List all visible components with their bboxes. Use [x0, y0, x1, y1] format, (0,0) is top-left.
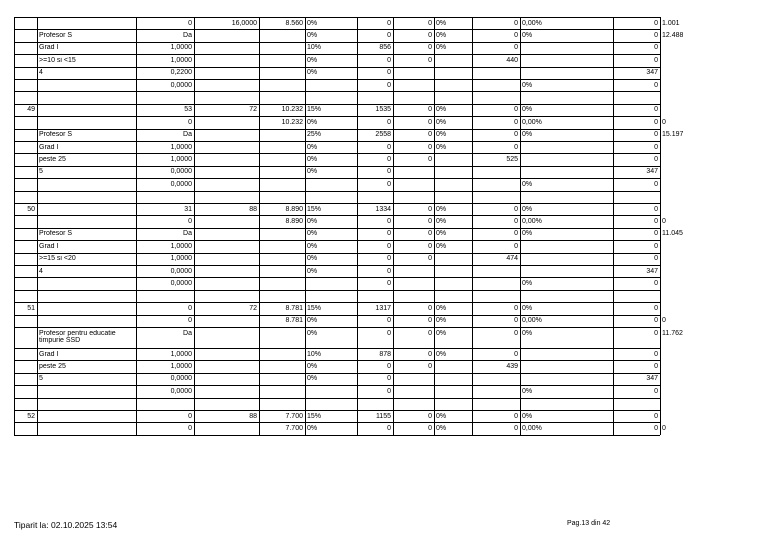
- row-divider: [14, 385, 660, 386]
- table-cell: 0%: [307, 69, 318, 77]
- table-cell: 0: [654, 255, 658, 263]
- table-cell: 0,00%: [522, 317, 542, 325]
- table-cell: Da: [183, 31, 192, 39]
- table-cell: 0: [428, 118, 432, 126]
- table-cell: 88: [249, 412, 257, 420]
- row-divider: [14, 315, 660, 316]
- table-cell: 878: [379, 350, 391, 358]
- table-cell: 25%: [307, 131, 322, 139]
- table-cell: 0: [387, 19, 391, 27]
- table-cell: 0: [387, 267, 391, 275]
- table-cell: 0: [662, 317, 666, 325]
- table-cell: 0: [387, 118, 391, 126]
- column-divider: [520, 17, 521, 435]
- table-cell: 0: [654, 242, 658, 250]
- row-divider: [14, 178, 660, 179]
- table-cell: 0: [387, 155, 391, 163]
- table-cell: 0%: [436, 412, 447, 420]
- table-cell: 0: [654, 217, 658, 225]
- table-cell: 856: [379, 44, 391, 52]
- table-cell: 0: [514, 106, 518, 114]
- table-cell: 0: [387, 375, 391, 383]
- table-cell: 0: [654, 279, 658, 287]
- table-cell: 51: [27, 304, 35, 312]
- table-cell: 439: [506, 362, 518, 370]
- row-divider: [14, 327, 660, 328]
- table-cell: Da: [183, 230, 192, 238]
- table-cell: 0%: [522, 205, 533, 213]
- table-cell: 16,0000: [231, 19, 257, 27]
- table-cell: 0: [662, 424, 666, 432]
- table-cell: 0%: [522, 131, 533, 139]
- table-cell: 1317: [375, 304, 391, 312]
- table-cell: 1,0000: [170, 44, 192, 52]
- table-cell: 0: [514, 19, 518, 27]
- table-cell: 347: [646, 168, 658, 176]
- table-cell: 0: [387, 69, 391, 77]
- table-cell: 88: [249, 205, 257, 213]
- table-cell: Da: [183, 329, 192, 337]
- table-cell: 1535: [375, 106, 391, 114]
- row-divider: [14, 29, 660, 30]
- table-cell: 0%: [436, 217, 447, 225]
- table-cell: 0%: [307, 168, 318, 176]
- table-cell: Profesor S: [39, 230, 73, 238]
- table-cell: 0,00%: [522, 118, 542, 126]
- table-cell: 0: [188, 412, 192, 420]
- row-divider: [14, 67, 660, 68]
- table-cell: 0%: [522, 230, 533, 238]
- table-cell: 0: [654, 387, 658, 395]
- table-cell: 0: [428, 350, 432, 358]
- table-cell: 0: [654, 230, 658, 238]
- row-divider: [14, 290, 660, 291]
- table-cell: 0%: [522, 329, 533, 337]
- row-divider: [14, 42, 660, 43]
- table-cell: >=15 si <20: [39, 255, 76, 263]
- table-cell: 0: [188, 118, 192, 126]
- table-cell: 7.700: [285, 424, 303, 432]
- table-cell: 0%: [522, 279, 533, 287]
- row-divider: [14, 79, 660, 80]
- table-cell: 0%: [307, 155, 318, 163]
- table-cell: 4: [39, 267, 43, 275]
- table-cell: 0%: [307, 255, 318, 263]
- table-cell: peste 25: [39, 155, 66, 163]
- row-divider: [14, 91, 660, 92]
- table-cell: 0%: [307, 31, 318, 39]
- table-cell: 525: [506, 155, 518, 163]
- column-divider: [37, 17, 38, 435]
- row-divider: [14, 435, 660, 436]
- table-cell: 0%: [436, 230, 447, 238]
- table-cell: 0: [662, 217, 666, 225]
- row-divider: [14, 129, 660, 130]
- table-cell: 0: [654, 106, 658, 114]
- table-cell: 1334: [375, 205, 391, 213]
- table-cell: Grad I: [39, 44, 59, 52]
- row-divider: [14, 240, 660, 241]
- column-divider: [613, 17, 614, 435]
- table-cell: 0: [514, 329, 518, 337]
- table-cell: 347: [646, 69, 658, 77]
- table-cell: 0: [428, 362, 432, 370]
- table-cell: 347: [646, 375, 658, 383]
- column-divider: [194, 17, 195, 435]
- table-cell: 0: [387, 242, 391, 250]
- table-cell: 0: [428, 242, 432, 250]
- table-cell: 0%: [436, 424, 447, 432]
- column-divider: [660, 17, 661, 435]
- table-cell: 0: [387, 424, 391, 432]
- table-cell: 0%: [436, 131, 447, 139]
- table-cell: 0,00%: [522, 19, 542, 27]
- table-cell: peste 25: [39, 362, 66, 370]
- table-cell: 11.045: [662, 230, 683, 238]
- table-cell: 0: [654, 118, 658, 126]
- table-cell: 0%: [436, 31, 447, 39]
- page-number: Pag.13 din 42: [567, 520, 611, 527]
- table-cell: 0: [428, 106, 432, 114]
- table-cell: Profesor S: [39, 131, 73, 139]
- table-cell: 0: [387, 279, 391, 287]
- table-cell: 0%: [522, 81, 533, 89]
- table-cell: 2558: [375, 131, 391, 139]
- table-cell: 0%: [307, 118, 318, 126]
- table-cell: 0: [514, 143, 518, 151]
- row-divider: [14, 228, 660, 229]
- row-divider: [14, 17, 660, 18]
- row-divider: [14, 265, 660, 266]
- column-divider: [472, 17, 473, 435]
- row-divider: [14, 191, 660, 192]
- table-cell: 0: [188, 19, 192, 27]
- row-divider: [14, 277, 660, 278]
- table-cell: 0: [514, 205, 518, 213]
- table-cell: 0: [387, 168, 391, 176]
- table-cell: 0,0000: [170, 387, 192, 395]
- table-cell: 0%: [307, 317, 318, 325]
- table-cell: 0: [654, 362, 658, 370]
- table-cell: 0: [428, 230, 432, 238]
- table-cell: 0: [387, 329, 391, 337]
- table-cell: 0: [654, 19, 658, 27]
- table-cell: 0,0000: [170, 180, 192, 188]
- table-cell: 0: [514, 317, 518, 325]
- table-cell: 0: [654, 180, 658, 188]
- table-cell: 8.781: [285, 304, 303, 312]
- table-cell: 0: [387, 317, 391, 325]
- table-cell: 0%: [436, 304, 447, 312]
- table-cell: 0: [387, 362, 391, 370]
- table-cell: 0: [387, 180, 391, 188]
- table-cell: 0%: [436, 106, 447, 114]
- table-cell: 0%: [436, 143, 447, 151]
- table-cell: 0%: [307, 143, 318, 151]
- table-cell: 0%: [436, 205, 447, 213]
- table-cell: 10%: [307, 350, 322, 358]
- table-cell: 0: [428, 19, 432, 27]
- table-cell: 0: [387, 31, 391, 39]
- column-divider: [136, 17, 137, 435]
- table-cell: 0,00%: [522, 217, 542, 225]
- table-cell: Grad I: [39, 242, 59, 250]
- table-cell: 0%: [307, 375, 318, 383]
- table-cell: 0: [514, 31, 518, 39]
- table-cell: 0: [514, 242, 518, 250]
- row-divider: [14, 422, 660, 423]
- table-cell: 1,0000: [170, 362, 192, 370]
- row-divider: [14, 141, 660, 142]
- table-cell: 0: [514, 217, 518, 225]
- column-divider: [14, 17, 15, 435]
- table-cell: 0: [428, 155, 432, 163]
- table-cell: 0: [514, 412, 518, 420]
- table-cell: 1,0000: [170, 143, 192, 151]
- table-cell: 0: [428, 31, 432, 39]
- table-cell: 0: [654, 81, 658, 89]
- table-cell: 440: [506, 56, 518, 64]
- table-cell: 1,0000: [170, 155, 192, 163]
- table-cell: 0: [428, 56, 432, 64]
- table-cell: >=10 si <15: [39, 56, 76, 64]
- table-cell: 72: [249, 106, 257, 114]
- column-divider: [305, 17, 306, 435]
- table-cell: 0: [428, 217, 432, 225]
- table-cell: 0: [428, 317, 432, 325]
- table-cell: 347: [646, 267, 658, 275]
- table-cell: 0%: [307, 424, 318, 432]
- row-divider: [14, 348, 660, 349]
- table-cell: 72: [249, 304, 257, 312]
- table-cell: 1155: [375, 412, 391, 420]
- table-cell: 0%: [436, 44, 447, 52]
- table-cell: 0: [188, 317, 192, 325]
- table-cell: 0%: [522, 387, 533, 395]
- row-divider: [14, 398, 660, 399]
- table-cell: 4: [39, 69, 43, 77]
- table-cell: 0%: [307, 19, 318, 27]
- table-cell: 0: [188, 304, 192, 312]
- table-cell: 0%: [307, 230, 318, 238]
- column-divider: [393, 17, 394, 435]
- table-cell: 49: [27, 106, 35, 114]
- table-cell: 0: [428, 304, 432, 312]
- row-divider: [14, 373, 660, 374]
- table-cell: 0: [188, 217, 192, 225]
- table-cell: 0: [514, 131, 518, 139]
- table-cell: 1,0000: [170, 242, 192, 250]
- row-divider: [14, 215, 660, 216]
- table-cell: 0: [514, 304, 518, 312]
- table-cell: 0%: [307, 217, 318, 225]
- table-cell: 52: [27, 412, 35, 420]
- table-cell: 0: [428, 205, 432, 213]
- column-divider: [259, 17, 260, 435]
- table-cell: 0: [514, 44, 518, 52]
- table-cell: 0%: [522, 304, 533, 312]
- table-cell: 5: [39, 168, 43, 176]
- table-cell: 15%: [307, 412, 322, 420]
- table-cell: 0: [428, 329, 432, 337]
- table-cell: 0,00%: [522, 424, 542, 432]
- table-cell: 0: [654, 131, 658, 139]
- table-cell: 1,0000: [170, 350, 192, 358]
- table-cell: 0: [654, 304, 658, 312]
- table-cell: 0%: [436, 317, 447, 325]
- table-cell: 10.232: [281, 106, 303, 114]
- table-cell: Profesor pentru educatie timpurie SSD: [39, 329, 116, 344]
- row-divider: [14, 166, 660, 167]
- table-cell: 15%: [307, 205, 322, 213]
- table-cell: 0: [654, 143, 658, 151]
- table-cell: 0: [514, 118, 518, 126]
- table-cell: 0,2200: [170, 69, 192, 77]
- table-cell: 0: [514, 350, 518, 358]
- table-cell: 0: [514, 230, 518, 238]
- table-cell: 0: [428, 412, 432, 420]
- table-cell: 0: [387, 81, 391, 89]
- row-divider: [14, 54, 660, 55]
- table-cell: 0: [387, 217, 391, 225]
- table-cell: 0,0000: [170, 168, 192, 176]
- table-cell: 0: [428, 143, 432, 151]
- table-cell: 0: [654, 412, 658, 420]
- table-cell: 0%: [436, 118, 447, 126]
- table-cell: 0: [654, 350, 658, 358]
- table-cell: 0: [654, 329, 658, 337]
- table-cell: 0: [654, 205, 658, 213]
- table-cell: 0: [654, 424, 658, 432]
- table-cell: 8.781: [285, 317, 303, 325]
- table-cell: 1,0000: [170, 56, 192, 64]
- table-cell: 0: [654, 31, 658, 39]
- table-cell: 12.488: [662, 31, 684, 39]
- table-cell: 50: [27, 205, 35, 213]
- table-cell: 0: [387, 56, 391, 64]
- table-cell: 0: [654, 155, 658, 163]
- table-cell: Grad I: [39, 143, 59, 151]
- table-cell: 474: [506, 255, 518, 263]
- table-cell: 8.560: [285, 19, 303, 27]
- table-cell: 0%: [522, 412, 533, 420]
- table-cell: 10.232: [281, 118, 303, 126]
- table-cell: 0: [387, 143, 391, 151]
- column-divider: [357, 17, 358, 435]
- table-cell: Da: [183, 131, 192, 139]
- table-cell: 7.700: [285, 412, 303, 420]
- table-cell: 0%: [522, 31, 533, 39]
- print-timestamp: Tiparit la: 02.10.2025 13:54: [14, 520, 118, 530]
- row-divider: [14, 410, 660, 411]
- table-cell: 0: [387, 230, 391, 238]
- row-divider: [14, 302, 660, 303]
- table-cell: 0%: [307, 329, 318, 337]
- table-cell: 15.197: [662, 131, 684, 139]
- table-cell: 1,0000: [170, 255, 192, 263]
- table-cell: 0%: [307, 56, 318, 64]
- table-cell: 15%: [307, 304, 322, 312]
- table-cell: 0: [387, 387, 391, 395]
- table-cell: 0%: [436, 19, 447, 27]
- table-cell: 0: [654, 44, 658, 52]
- table-cell: 11.762: [662, 329, 683, 337]
- table-cell: 0: [428, 255, 432, 263]
- row-divider: [14, 116, 660, 117]
- table-cell: 10%: [307, 44, 322, 52]
- table-cell: 0%: [436, 242, 447, 250]
- table-cell: 53: [184, 106, 192, 114]
- table-cell: Grad I: [39, 350, 59, 358]
- table-cell: 15%: [307, 106, 322, 114]
- table-cell: 0%: [436, 329, 447, 337]
- table-cell: 0: [514, 424, 518, 432]
- table-cell: 0,0000: [170, 267, 192, 275]
- table-cell: 0%: [307, 267, 318, 275]
- table-cell: 0,0000: [170, 279, 192, 287]
- table-cell: 0%: [307, 242, 318, 250]
- row-divider: [14, 104, 660, 105]
- table-cell: 0: [654, 317, 658, 325]
- table-cell: 0: [428, 44, 432, 52]
- table-cell: 0,0000: [170, 81, 192, 89]
- row-divider: [14, 153, 660, 154]
- table-cell: 0: [428, 424, 432, 432]
- table-cell: 0: [387, 255, 391, 263]
- table-cell: 5: [39, 375, 43, 383]
- table-cell: 0: [428, 131, 432, 139]
- row-divider: [14, 360, 660, 361]
- row-divider: [14, 203, 660, 204]
- table-cell: 0%: [522, 180, 533, 188]
- table-cell: 0%: [522, 106, 533, 114]
- table-cell: 0: [654, 56, 658, 64]
- table-cell: 31: [184, 205, 192, 213]
- column-divider: [434, 17, 435, 435]
- table-cell: 0%: [436, 350, 447, 358]
- table-cell: 1.001: [662, 19, 680, 27]
- table-cell: 0,0000: [170, 375, 192, 383]
- table-cell: Profesor S: [39, 31, 73, 39]
- row-divider: [14, 253, 660, 254]
- table-cell: 0: [188, 424, 192, 432]
- table-cell: 0%: [307, 362, 318, 370]
- table-cell: 8.890: [285, 217, 303, 225]
- table-cell: 0: [662, 118, 666, 126]
- table-cell: 8.890: [285, 205, 303, 213]
